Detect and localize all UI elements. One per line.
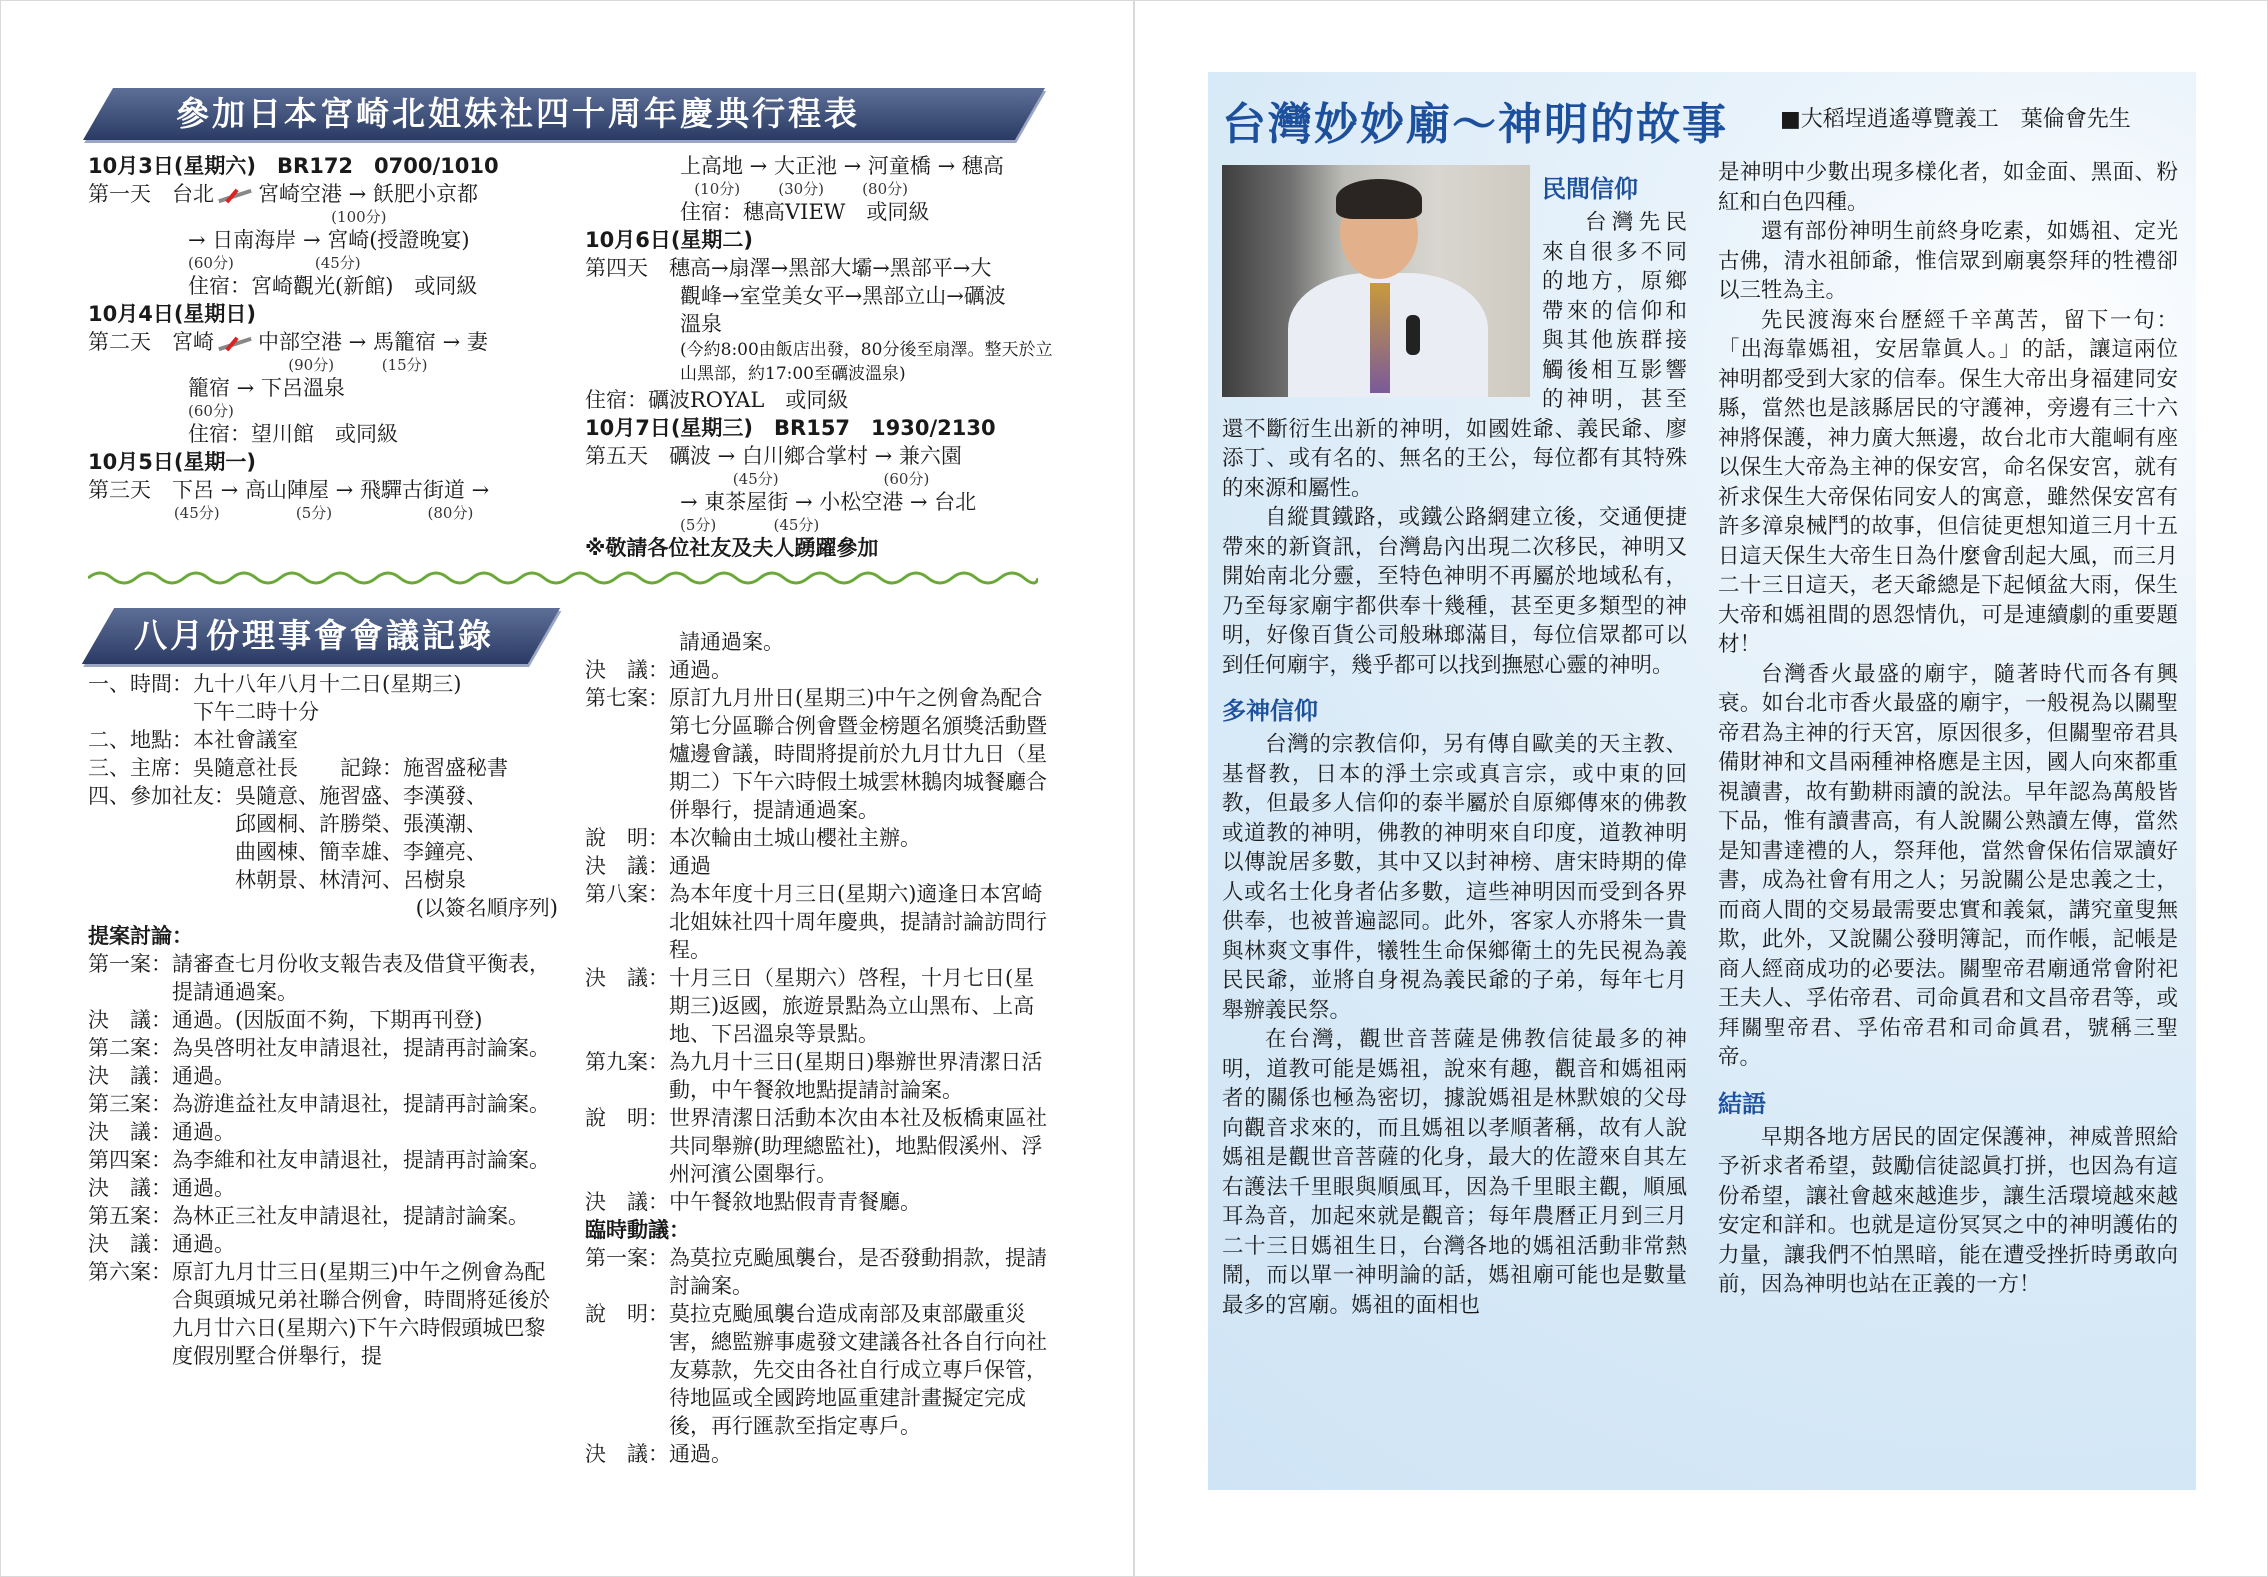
- day1-heading: 10月3日(星期六) BR172 0700/1010: [88, 154, 499, 178]
- minutes-title: 八月份理事會會議記錄: [134, 616, 494, 655]
- item-label: 決 議：: [585, 1442, 669, 1466]
- item-label: 第二案：: [88, 1036, 172, 1060]
- day3-lodging: 住宿：穗高VIEW 或同級: [680, 200, 930, 224]
- item-text: 通過。: [669, 658, 732, 682]
- item-label: 說 明：: [585, 826, 669, 850]
- item-label: 第一案：: [88, 952, 172, 976]
- proposal-6: [88, 1258, 558, 1370]
- day3-duration1: (45分) (5分) (80分): [88, 504, 474, 522]
- paragraph: 是神明中少數出現多樣化者，如金面、黑面、粉紅和白色四種。: [1718, 160, 2178, 215]
- day3-line2: 上高地 → 大正池 → 河童橋 → 穗高: [680, 154, 1004, 178]
- item-label: 第四案：: [88, 1148, 172, 1172]
- item-text: 為莫拉克颱風襲台，是否發動捐款，提請討論案。: [669, 1246, 1047, 1298]
- item-label: 一、時間：: [88, 672, 193, 696]
- item-text: 原訂九月廿三日(星期三)中午之例會為配合與頭城兄弟社聯合例會，時間將延後於九月廿六日(星期六)下午六時假頭城巴黎度假別墅合併舉行，提: [172, 1260, 550, 1368]
- resolution-9: [585, 1188, 1055, 1216]
- day1-lodging: 住宿：宮崎觀光(新館) 或同級: [188, 274, 478, 298]
- item-label: 說 明：: [585, 1302, 669, 1326]
- attendee-line: 邱國桐、許勝榮、張漢潮、: [235, 812, 487, 836]
- item-label: 第一案：: [585, 1246, 669, 1270]
- day1-route: 宮崎空港 → 飫肥小京都: [258, 182, 478, 206]
- resolution-2: [88, 1062, 558, 1090]
- item-label: 第六案：: [88, 1260, 172, 1284]
- day2-lodging: 住宿：望川館 或同級: [188, 422, 398, 446]
- airplane-icon: [218, 334, 254, 354]
- day4-line3: 溫泉: [680, 312, 722, 336]
- temp-resolution: [585, 1440, 1055, 1468]
- item-text: 為林正三社友申請退社，提請討論案。: [172, 1204, 529, 1228]
- day4-heading: 10月6日(星期二): [585, 228, 754, 252]
- day5-heading: 10月7日(星期三) BR157 1930/2130: [585, 416, 996, 440]
- proposal-5: [88, 1202, 558, 1230]
- day4-line1: 第四天 穗高→扇澤→黑部大壩→黑部平→大: [585, 256, 992, 280]
- item-text: 世界清潔日活動本次由本社及板橋東區社共同舉辦(助理總監社)，地點假溪州、浮州河濱公園舉行。: [669, 1106, 1047, 1186]
- item-text: 原訂九月卅日(星期三)中午之例會為配合第七分區聯合例會暨金榜題名頒獎活動暨爐邊會議，時間將提前於九月廿九日（星期二）下午六時假土城雲林鵝肉城餐廳合併舉行，提請通過案。: [669, 686, 1047, 822]
- proposal-6-continued: 請通過案。: [679, 630, 784, 654]
- item-label: 第三案：: [88, 1092, 172, 1116]
- paragraph: 台灣先民來自很多不同的地方，原鄉帶來的信仰和與其他族群接觸後相互影響的神明，甚至還不斷衍生出新的神明，如國姓爺、義民爺、廖添丁、或有名的、無名的王公，每位都有其特殊的來源和屬性。: [1222, 210, 1687, 501]
- article-author: ■大稻埕逍遙導覽義工 葉倫會先生: [1780, 107, 2131, 132]
- schedule-right-column: [585, 152, 1055, 562]
- item-label: 決 議：: [88, 1064, 172, 1088]
- section-heading-folk-belief: 民間信仰: [1542, 175, 1638, 203]
- item-label: 決 議：: [88, 1176, 172, 1200]
- day1-line2: → 日南海岸 → 宮崎(授證晚宴): [188, 228, 470, 252]
- item-label: 第八案：: [585, 882, 669, 906]
- item-text: 通過。(因版面不夠，下期再刊登): [172, 1008, 483, 1032]
- resolution-6: [585, 656, 1055, 684]
- day2-duration2: (60分): [188, 402, 234, 420]
- paragraph: 在台灣，觀世音菩薩是佛教信徒最多的神明，道教可能是媽祖，說來有趣，觀音和媽祖兩者的關係也極為密切，據說媽祖是林默娘的父母向觀音求來的，而且媽祖以孝順著稱，故有人說媽祖是觀世音菩薩的化身，最大的佐證來自其左右護法千里眼與順風耳，因為千里眼主觀，順風耳為音，加起來就是觀音；每年農曆正月到三月二十三日媽祖生日，台灣各地的媽祖活動非常熱鬧，而以單一神明論的話，媽祖廟可能也是數量最多的宮廟。媽祖的面相也: [1222, 1027, 1687, 1318]
- schedule-title: 參加日本宮崎北姐妹社四十周年慶典行程表: [176, 94, 860, 133]
- attendee-line: 曲國棟、簡幸雄、李鐘亮、: [235, 840, 487, 864]
- day2-line2: 籠宿 → 下呂溫泉: [188, 376, 345, 400]
- day3-heading: 10月5日(星期一): [88, 450, 257, 474]
- temp-proposal-1: [585, 1244, 1055, 1300]
- meeting-chair: 三、主席：吳隨意社長 記錄：施習盛秘書: [88, 756, 508, 780]
- day4-lodging: 住宿：礪波ROYAL 或同級: [585, 388, 849, 412]
- item-text: 十月三日（星期六）啓程，十月七日(星期三)返國，旅遊景點為立山黑布、上高地、下呂溫泉等景點。: [669, 966, 1035, 1046]
- item-label: 決 議：: [585, 1190, 669, 1214]
- item-label: 四、參加社友：: [88, 784, 235, 808]
- item-text: 下午二時十分: [193, 700, 319, 724]
- attendee-line: 吳隨意、施習盛、李漢發、: [235, 784, 487, 808]
- item-label: 決 議：: [585, 658, 669, 682]
- item-label: 決 議：: [585, 966, 669, 990]
- resolution-8: [585, 964, 1055, 1048]
- day2-line1: [88, 328, 558, 356]
- day1-start: 第一天 台北: [88, 182, 214, 206]
- resolution-4: [88, 1174, 558, 1202]
- paragraph: 還有部份神明生前終身吃素，如媽祖、定光古佛，清水祖師爺，惟信眾到廟裏祭拜的牲禮卻以三牲為主。: [1718, 219, 2178, 303]
- proposal-7: [585, 684, 1055, 824]
- item-label: 決 議：: [88, 1008, 172, 1032]
- item-label: 第七案：: [585, 686, 669, 710]
- explanation-7: [585, 824, 1055, 852]
- item-text: 九十八年八月十二日(星期三): [193, 672, 462, 696]
- day4-note: (今約8:00由飯店出發，80分後至扇澤。整天於立山黑部，約17:00至礪波溫泉): [680, 340, 1053, 384]
- resolution-5: [88, 1230, 558, 1258]
- item-text: 通過。: [172, 1176, 235, 1200]
- proposal-1: [88, 950, 558, 1006]
- item-label: 說 明：: [585, 1106, 669, 1130]
- speaker-photo: [1222, 165, 1530, 397]
- attendee-line: 林朝景、林清河、呂樹泉: [235, 868, 466, 892]
- temporary-motions-heading: 臨時動議：: [585, 1218, 690, 1242]
- day1-line1: [88, 180, 558, 208]
- paragraph: 先民渡海來台歷經千辛萬苦，留下一句：「出海靠媽祖，安居靠眞人。」的話，讓這兩位神明都受到大家的信奉。保生大帝出身福建同安縣，當然也是該縣居民的守護神，旁邊有三十六神將保護，神力廣大無邊，故台北市大龍峒有座以保生大帝為主神的保安宮，命名保安宮，就有祈求保生大帝保佑同安人的寓意，雖然保安宮有許多漳泉械鬥的故事，但信徒更想知道三月十五日這天保生大帝生日為什麼會刮起大風，而三月二十三日這天，老天爺總是下起傾盆大雨，保生大帝和媽祖間的恩怨情仇，可是連續劇的重要題材！: [1718, 307, 2178, 657]
- section-heading-polytheism: 多神信仰: [1222, 697, 1318, 725]
- minutes-right-column: [585, 628, 1055, 1468]
- resolution-7: [585, 852, 1055, 880]
- proposal-8: [585, 880, 1055, 964]
- meeting-attendees: [88, 782, 558, 894]
- proposals-heading: 提案討論：: [88, 924, 193, 948]
- day2-route: 中部空港 → 馬籠宿 → 妻: [258, 330, 488, 354]
- item-text: 本次輪由土城山櫻社主辦。: [669, 826, 921, 850]
- day5-line2: → 東茶屋街 → 小松空港 → 台北: [680, 490, 977, 514]
- item-text: 莫拉克颱風襲台造成南部及東部嚴重災害，總監辦事處發文建議各社各自行向社友募款，先交由各社自行成立專戶保管，待地區或全國跨地區重建計畫擬定完成後，再行匯款至指定專戶。: [669, 1302, 1047, 1438]
- proposal-9: [585, 1048, 1055, 1104]
- day2-heading: 10月4日(星期日): [88, 302, 257, 326]
- day5-duration2: (5分) (45分): [680, 516, 820, 534]
- item-text: 中午餐敘地點假青青餐廳。: [669, 1190, 921, 1214]
- paragraph: 早期各地方居民的固定保護神，神威普照給予祈求者希望，鼓勵信徒認眞打拼，也因為有這份希望，讓社會越來越進步，讓生活環境越來越安定和詳和。也就是這份冥冥之中的神明護佑的力量，讓我們不怕黑暗，能在遭受挫折時勇敢向前，因為神明也站在正義的一方！: [1718, 1124, 2178, 1297]
- invitation-note: ※敬請各位社友及夫人踴躍參加: [585, 536, 879, 560]
- proposal-3: [88, 1090, 558, 1118]
- schedule-title-banner: [83, 88, 1045, 140]
- temp-explanation: [585, 1300, 1055, 1440]
- item-text: 為游進益社友申請退社，提請再討論案。: [172, 1092, 550, 1116]
- paragraph: 自縱貫鐵路，或鐵公路網建立後，交通便捷帶來的新資訊，台灣島內出現二次移民，神明又開始南北分靈，至特色神明不再屬於地域私有，乃至每家廟宇都供奉十幾種，甚至更多類型的神明，好像百貨公司般琳瑯滿目，每位信眾都可以到任何廟宇，幾乎都可以找到撫慰心靈的神明。: [1222, 505, 1687, 678]
- airplane-icon: [218, 186, 254, 206]
- day5-line1: 第五天 礪波 → 白川鄉合掌村 → 兼六園: [585, 444, 962, 468]
- day1-duration2: (60分) (45分): [188, 254, 361, 272]
- item-text: 請審查七月份收支報告表及借貸平衡表，提請通過案。: [172, 952, 550, 1004]
- item-text: 通過: [669, 854, 711, 878]
- article-column-2: [1718, 158, 2178, 1300]
- item-text: 為李維和社友申請退社，提請再討論案。: [172, 1148, 550, 1172]
- item-label: 決 議：: [88, 1120, 172, 1144]
- day4-line2: 觀峰→室堂美女平→黑部立山→礪波: [680, 284, 1006, 308]
- explanation-9: [585, 1104, 1055, 1188]
- item-text: 通過。: [172, 1120, 235, 1144]
- proposal-4: [88, 1146, 558, 1174]
- item-text: 通過。: [172, 1232, 235, 1256]
- day1-duration1: (100分): [88, 208, 387, 226]
- microphone-icon: [1406, 315, 1420, 355]
- section-heading-conclusion: 結語: [1718, 1089, 1766, 1118]
- item-text: 為吳啓明社友申請退社，提請再討論案。: [172, 1036, 550, 1060]
- meeting-time: [88, 670, 558, 726]
- item-label: 決 議：: [88, 1232, 172, 1256]
- item-text: 為九月十三日(星期日)舉辦世界清潔日活動，中午餐敘地點提請討論案。: [669, 1050, 1043, 1102]
- item-text: 為本年度十月三日(星期六)適逢日本宮崎北姐妹社四十周年慶典，提請討論訪問行程。: [669, 882, 1047, 962]
- meeting-place: 二、地點：本社會議室: [88, 728, 298, 752]
- item-label: 第九案：: [585, 1050, 669, 1074]
- item-label: 第五案：: [88, 1204, 172, 1228]
- day2-duration1: (90分) (15分): [88, 356, 428, 374]
- item-text: 通過。: [172, 1064, 235, 1088]
- attendee-order-note: (以簽名順序列): [415, 896, 558, 920]
- vine-divider: [88, 568, 1038, 588]
- article-title: 台灣妙妙廟～神明的故事: [1222, 99, 1728, 150]
- paragraph: 台灣香火最盛的廟宇，隨著時代而各有興衰。如台北市香火最盛的廟宇，一般視為以關聖帝君為主神的行天宮，原因很多，但關聖帝君具備財神和文昌兩種神格應是主因，國人向來都重視讀書，故有勤耕雨讀的說法。早年認為萬般皆下品，惟有讀書高，有人說關公熟讀左傳，當然是知書達禮的人，祭拜他，當然會保佑信眾讀好書，成為社會有用之人；另說關公是忠義之士，而商人間的交易最需要忠實和義氣，講究童叟無欺，此外，又說關公發明簿記，而作帳，記帳是商人經商成功的必要法。關聖帝君廟通常會附祀王夫人、孚佑帝君、司命眞君和文昌帝君等，或拜關聖帝君、孚佑帝君和司命眞君，號稱三聖帝。: [1718, 661, 2178, 1070]
- minutes-title-banner: [82, 608, 560, 664]
- resolution-1: [88, 1006, 558, 1034]
- resolution-3: [88, 1118, 558, 1146]
- proposal-2: [88, 1034, 558, 1062]
- item-text: 通過。: [669, 1442, 732, 1466]
- day5-duration1: (45分) (60分): [585, 470, 930, 488]
- schedule-left-column: [88, 152, 558, 522]
- day3-duration2: (10分) (30分) (80分): [680, 180, 908, 198]
- minutes-left-column: [88, 670, 558, 1370]
- item-label: 決 議：: [585, 854, 669, 878]
- day2-start: 第二天 宮崎: [88, 330, 214, 354]
- paragraph: 台灣的宗教信仰，另有傳自歐美的天主教、基督教，日本的淨土宗或真言宗，或中東的回教，但最多人信仰的泰半屬於自原鄉傳來的佛教或道教的神明，佛教的神明來自印度，道教神明以傳說居多數，其中又以封神榜、唐宋時期的偉人或名士化身者佔多數，這些神明因而受到各界供奉，也被普遍認同。此外，客家人亦將朱一貴與林爽文事件，犧牲生命保鄉衛土的先民視為義民民爺，並將自身視為義民爺的子弟，每年七月舉辦義民祭。: [1222, 732, 1687, 1023]
- day3-line1: 第三天 下呂 → 高山陣屋 → 飛驒古街道 →: [88, 478, 490, 502]
